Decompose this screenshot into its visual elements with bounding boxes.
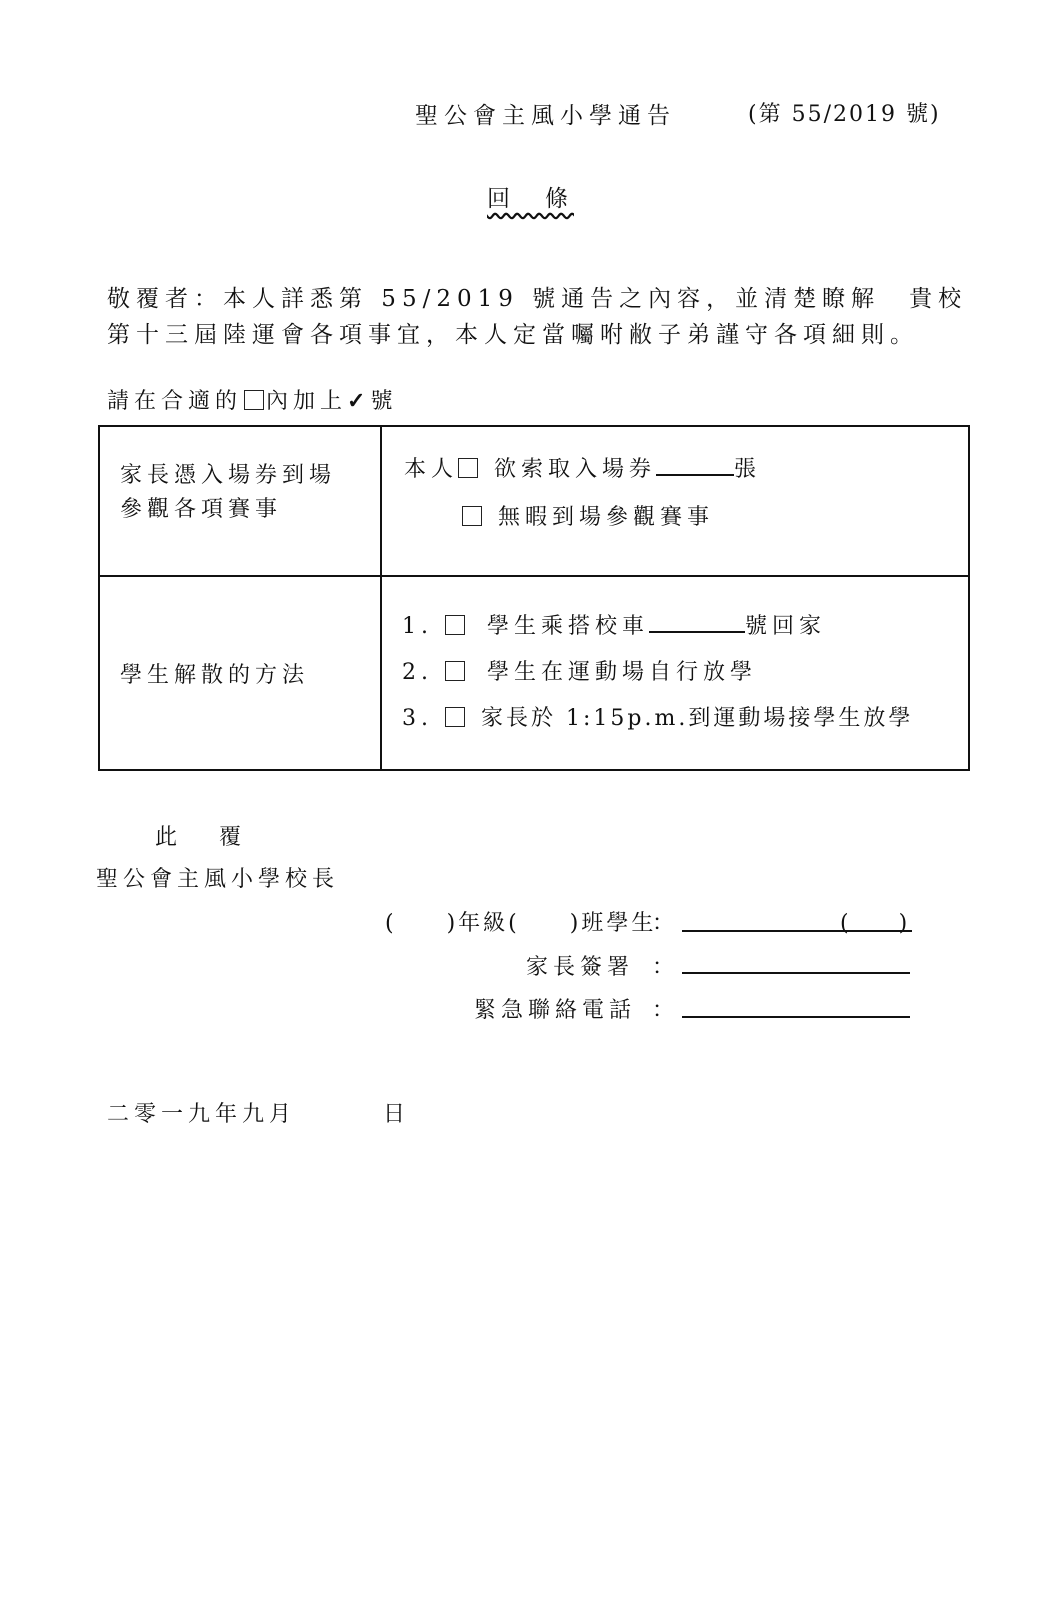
intro-line-1: 敬覆者：本人詳悉第 55/2019 號通告之內容，並清楚瞭解 貴校	[107, 286, 968, 312]
instruction-middle: 內加上	[266, 389, 348, 414]
parent-signature-line[interactable]	[682, 972, 910, 974]
option-text: 學生在運動場自行放學	[487, 660, 758, 685]
date-day: 日	[383, 1102, 411, 1127]
emergency-phone-label: 緊急聯絡電話	[474, 998, 637, 1023]
intro-line-2: 第十三屆陸運會各項事宜，本人定當囑咐敝子弟謹守各項細則。	[107, 322, 919, 348]
dismissal-label: 學生解散的方法	[120, 662, 310, 688]
instruction-prefix: 請在合適的	[107, 389, 243, 414]
instruction-suffix: 號	[370, 389, 398, 414]
dismissal-bus-checkbox[interactable]	[445, 615, 465, 635]
dismissal-self-checkbox[interactable]	[445, 661, 465, 681]
date-prefix: 二零一九年九月	[107, 1102, 297, 1127]
instruction	[107, 384, 397, 415]
parent-signature-label: 家長簽署	[526, 955, 635, 980]
ticket-request-checkbox[interactable]	[458, 458, 478, 478]
dismissal-options-cell	[381, 576, 969, 770]
ticket-unit: 張	[734, 457, 762, 482]
dismissal-parent-checkbox[interactable]	[445, 707, 465, 727]
option-number: 3.	[402, 706, 433, 731]
notice-title: 聖公會主風小學通告	[415, 103, 676, 129]
closing-addressee: 聖公會主風小學校長	[96, 867, 340, 892]
reply-slip-title: 回 條	[487, 186, 574, 212]
checkbox-sample-icon	[244, 390, 264, 410]
ticket-decline-label: 無暇到場參觀賽事	[498, 505, 715, 530]
bus-number-blank[interactable]	[649, 631, 745, 633]
student-class-label: ( )年級( )班學生	[385, 911, 657, 936]
ticket-label-line-1: 家長憑入場券到場	[120, 463, 337, 488]
ticket-label-cell	[99, 426, 381, 576]
ticket-decline-checkbox[interactable]	[462, 506, 482, 526]
notice-number: (第 55/2019 號)	[748, 102, 941, 127]
emergency-phone-line[interactable]	[682, 1016, 910, 1018]
option-number: 2.	[402, 660, 433, 685]
ticket-option-request	[404, 453, 968, 501]
colon-1: ：	[652, 911, 680, 936]
dismissal-label-cell	[99, 576, 381, 770]
ticket-options-cell	[381, 426, 969, 576]
ticket-label-line-2: 參觀各項賽事	[120, 497, 283, 522]
dismissal-option-2	[402, 650, 968, 696]
dismissal-option-1	[402, 604, 968, 650]
dismissal-option-3	[402, 696, 968, 742]
option-number: 1.	[402, 614, 433, 639]
reply-form-table	[98, 425, 970, 771]
closing-ci-fu: 此 覆	[155, 825, 252, 850]
ticket-option-decline	[404, 501, 968, 535]
option-text: 學生乘搭校車	[487, 614, 650, 639]
colon-3: ：	[652, 998, 680, 1023]
option-text: 家長於 1:15p.m.到運動場接學生放學	[481, 706, 914, 731]
ticket-option-prefix: 本人	[404, 457, 459, 482]
colon-2: ：	[652, 955, 680, 980]
ticket-request-label: 欲索取入場券	[494, 457, 657, 482]
option-suffix: 號回家	[745, 614, 827, 639]
ticket-quantity-blank[interactable]	[656, 474, 734, 476]
checkmark-icon: ✓	[347, 388, 371, 414]
student-number-paren: ( )	[840, 911, 910, 936]
